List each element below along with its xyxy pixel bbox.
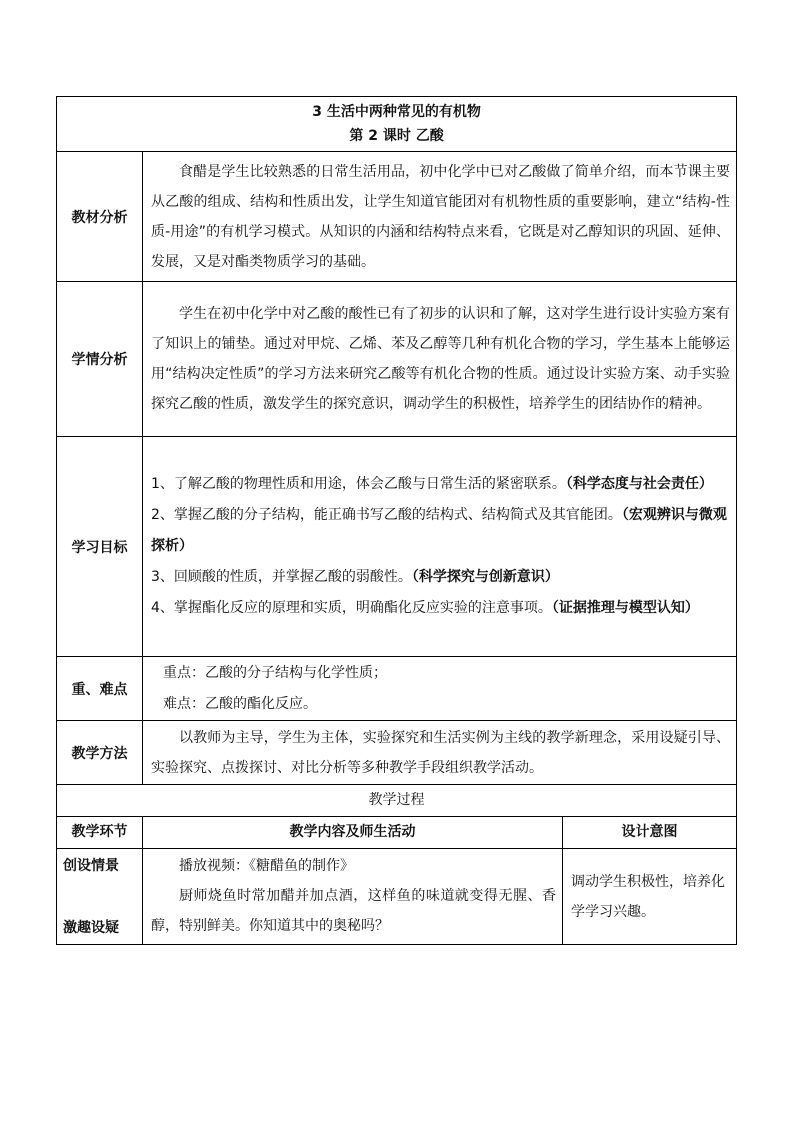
page-title: 3 生活中两种常见的有机物	[312, 104, 481, 120]
process-title: 教学过程	[57, 785, 737, 817]
lesson-plan-page	[56, 96, 736, 945]
student-analysis-label: 学情分析	[57, 282, 143, 437]
col-header-intent: 设计意图	[563, 817, 737, 849]
objective-item: 3、回顾酸的性质，并掌握乙酸的弱酸性。（科学探究与创新意识）	[151, 569, 559, 585]
objectives-label: 学习目标	[57, 437, 143, 657]
textbook-analysis-label: 教材分析	[57, 152, 143, 282]
objectives-row	[57, 437, 737, 657]
methods-label: 教学方法	[57, 721, 143, 785]
key-points-label: 重、难点	[57, 657, 143, 721]
difficult-point-text: 难点：乙酸的酯化反应。	[163, 695, 317, 712]
objective-item: 1、了解乙酸的物理性质和用途，体会乙酸与日常生活的紧密联系。（科学态度与社会责任）	[151, 476, 713, 492]
col-header-content: 教学内容及师生活动	[143, 817, 563, 849]
methods-text: 以教师为主导，学生为主体，实验探究和生活实例为主线的教学新理念，采用设疑引导、实验探究、点拨探讨、对比分析等多种教学手段组织教学活动。	[151, 729, 731, 776]
student-analysis-row	[57, 282, 737, 437]
key-point-text: 重点：乙酸的分子结构与化学性质；	[163, 664, 387, 681]
objective-item: 2、掌握乙酸的分子结构，能正确书写乙酸的结构式、结构简式及其官能团。（宏观辨识与微观探析）	[151, 507, 727, 554]
page-subtitle: 第 2 课时 乙酸	[349, 128, 444, 144]
student-analysis-text: 学生在初中化学中对乙酸的酸性已有了初步的认识和了解，这对学生进行设计实验方案有了知识上的铺垫。通过对甲烷、乙烯、苯及乙醇等几种有机化合物的学习，学生基本上能够运用“结构决定性质”的学习方法来研究乙酸等有机化合物的性质。通过设计实验方案、动手实验探究乙酸的性质，激发学生的探究意识，调动学生的积极性，培养学生的团结协作的精神。	[151, 306, 731, 412]
process-content-line: 播放视频：《糖醋鱼的制作》	[179, 858, 354, 874]
col-header-stage: 教学环节	[57, 817, 143, 849]
process-header-row	[57, 817, 737, 849]
process-title-row	[57, 785, 737, 817]
design-intent-text: 调动学生积极性，培养化学学习兴趣。	[571, 873, 725, 920]
process-content-line: 厨师烧鱼时常加醋并加点酒，这样鱼的味道就变得无腥、香醇，特别鲜美。你知道其中的奥秘吗？	[151, 888, 556, 934]
key-points-row	[57, 657, 737, 721]
objective-item: 4、掌握酯化反应的原理和实质，明确酯化反应实验的注意事项。（证据推理与模型认知）	[151, 600, 699, 616]
textbook-analysis-text: 食醋是学生比较熟悉的日常生活用品，初中化学中已对乙酸做了简单介绍，而本节课主要从乙酸的组成、结构和性质出发，让学生知道官能团对有机物性质的重要影响，建立“结构-性质-用途”的有机学习模式。从知识的内涵和结构特点来看，它既是对乙醇知识的巩固、延伸、发展，又是对酯类物质学习的基础。	[151, 163, 731, 270]
process-row	[57, 849, 737, 945]
lesson-plan-table	[56, 96, 737, 945]
textbook-analysis-row	[57, 152, 737, 282]
title-row	[57, 97, 737, 152]
stage-label: 激趣设疑	[63, 920, 119, 936]
stage-label: 创设情景	[63, 858, 119, 874]
methods-row	[57, 721, 737, 785]
